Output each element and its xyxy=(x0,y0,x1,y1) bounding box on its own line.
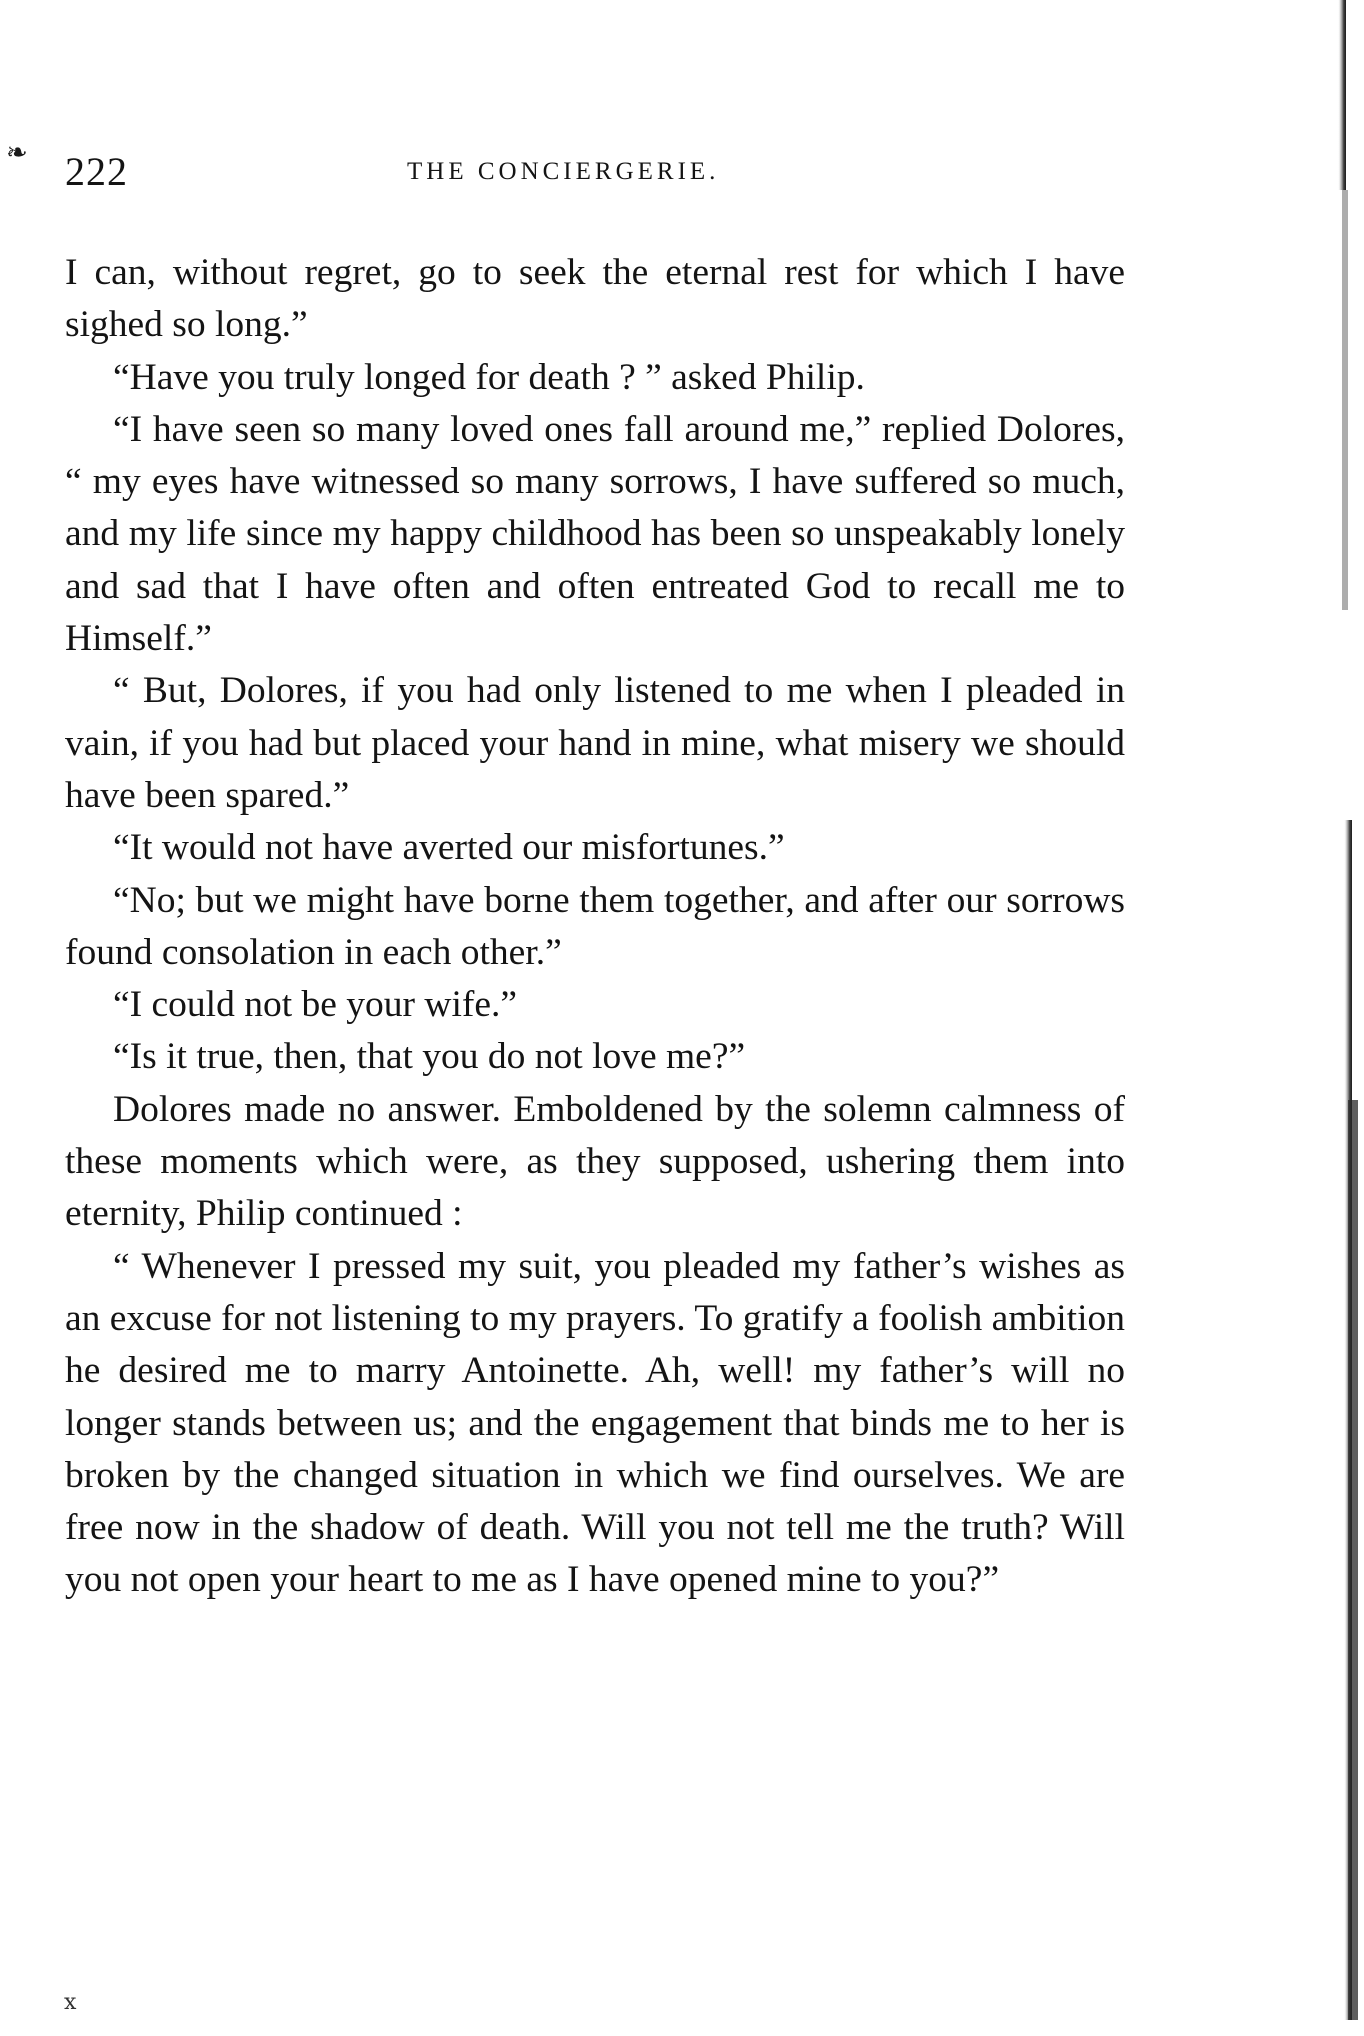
page-number: 222 xyxy=(65,149,128,194)
paragraph: I can, without regret, go to seek the eternal rest for which I have sighed so long.” xyxy=(65,252,1125,346)
binding-edge-shadow xyxy=(1318,0,1364,2036)
paragraph: “I have seen so many loved ones fall around me,” replied Dolores, “ my eyes have witnessed so many sorrows, I have suffered so much, and my life since my happy childhood has been so unspeakably lonely and sad that I have often and often entreated God to recall me to Himself.” xyxy=(65,408,1125,660)
paragraph: “ But, Dolores, if you had only listened to me when I pleaded in vain, if you had but placed your hand in mine, what misery we should have been spared.” xyxy=(65,670,1125,816)
paragraph: “No; but we might have borne them together, and after our sorrows found consolation in each other.” xyxy=(65,879,1125,973)
stray-mark-icon: ⅹ xyxy=(64,1990,77,2015)
printer-mark-icon: ❧ xyxy=(6,138,28,168)
paragraph: “It would not have averted our misfortunes.” xyxy=(113,827,785,869)
paragraph: Dolores made no answer. Emboldened by the solemn calmness of these moments which were, as they supposed, ushering them into eternity, Philip continued : xyxy=(65,1088,1125,1235)
running-title: THE CONCIERGERIE. xyxy=(407,158,720,185)
paragraph: “Have you truly longed for death ? ” asked Philip. xyxy=(113,356,865,398)
paragraph: “ Whenever I pressed my suit, you pleaded my father’s wishes as an excuse for not listening to my prayers. To gratify a foolish ambition he desired me to marry Antoinette. Ah, well! my father’s will no longer stands between us; and the engagement that binds me to her is broken by the changed situation in which we find ourselves. We are free now in the shadow of death. Will you not tell me the truth? Will you not open your heart to me as I have opened mine to you?” xyxy=(65,1245,1125,1601)
body-text xyxy=(65,247,1125,1607)
paragraph: “Is it true, then, that you do not love me?” xyxy=(113,1036,746,1078)
page-header xyxy=(65,148,1125,208)
paragraph: “I could not be your wife.” xyxy=(113,984,518,1026)
